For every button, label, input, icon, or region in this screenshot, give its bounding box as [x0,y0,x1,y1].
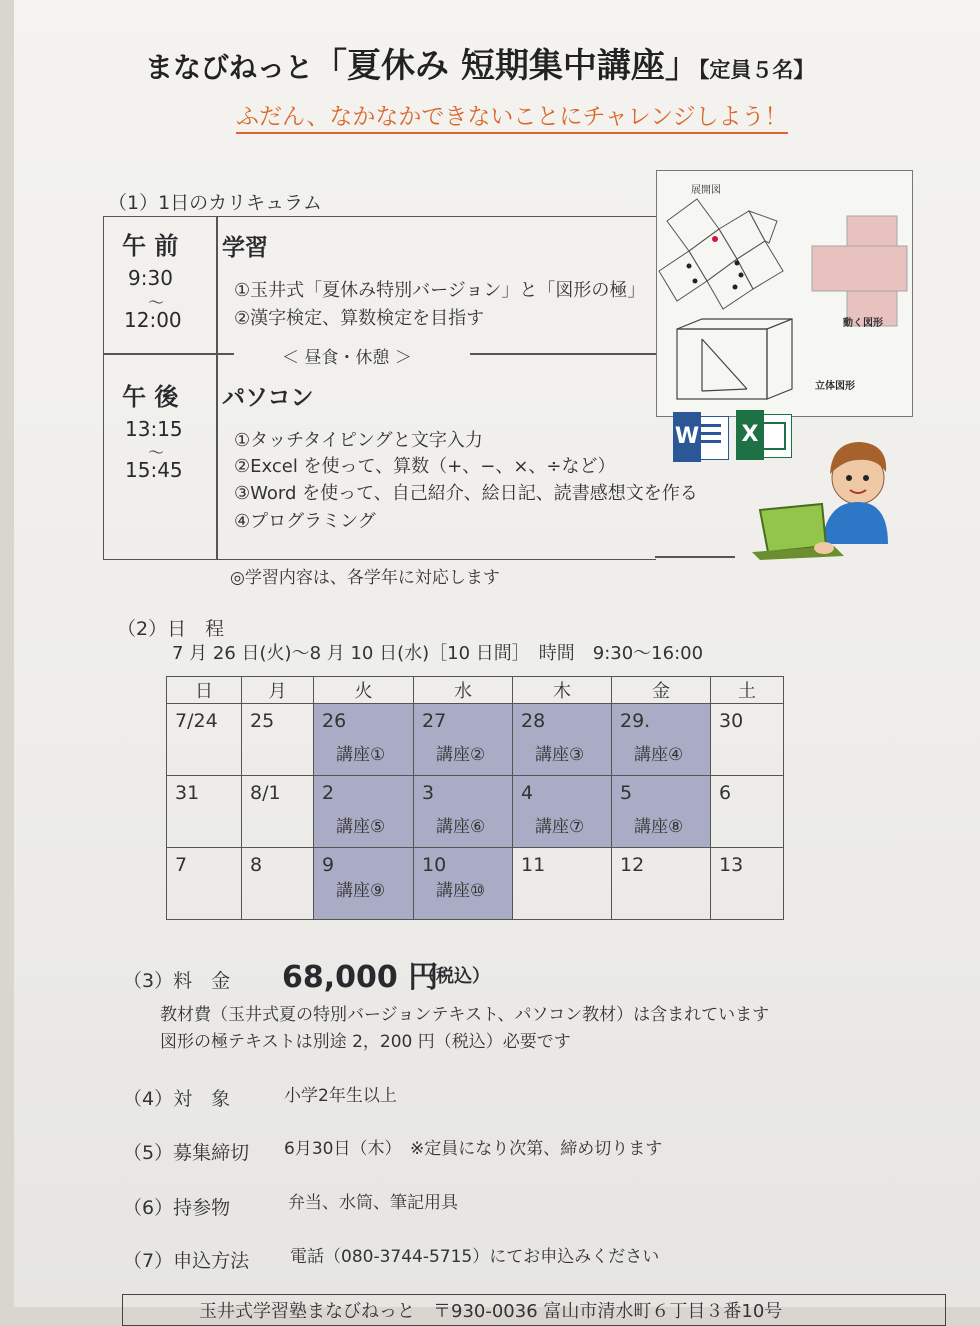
weekday-header: 金 [612,677,711,704]
title-main: 「夏休み 短期集中講座」 [313,46,699,86]
day-number: 13 [719,854,744,876]
curriculum-heading: （1）1日のカリキュラム [108,192,322,214]
capacity-label: 【定員５名】 [698,58,815,82]
day-number: 7 [175,854,188,876]
weekday-header: 水 [414,677,513,704]
day-number: 11 [521,854,546,876]
schedule-period: 7 月 26 日(火)〜8 月 10 日(水)［10 日間］ 時間 9:30〜16:00 [172,643,704,664]
calendar-day-cell [242,776,314,848]
day-number: 5 [620,782,633,804]
calendar-day-cell [711,848,784,920]
calendar-day-cell [711,776,784,848]
day-number: 25 [250,710,275,732]
calendar-course-cell [513,704,612,776]
calendar-week-row [167,848,784,920]
calendar-course-cell [314,776,414,848]
course-label: 講座⑧ [634,817,684,837]
course-label: 講座④ [634,745,684,765]
calendar-week-row [167,704,784,776]
course-label: 講座⑩ [436,881,486,901]
day-number: 29. [620,710,651,732]
target-value: 小学2年生以上 [284,1086,397,1106]
application-value: 電話（080-3744-5715）にてお申込みください [290,1247,660,1267]
calendar-day-cell [242,704,314,776]
day-number: 7/24 [175,710,218,732]
calendar-course-cell [314,848,414,920]
course-label: 講座⑦ [535,817,585,837]
course-label: 講座② [436,745,486,765]
weekday-header: 火 [314,677,414,704]
afternoon-item: ①タッチタイピングと文字入力 [234,430,483,451]
day-number: 26 [322,710,347,732]
row-divider [104,353,234,355]
day-number: 8 [250,854,263,876]
morning-item: ①玉井式「夏休み特別バージョン」と「図形の極」 [234,280,646,301]
calendar-day-cell [513,848,612,920]
afternoon-subject: パソコン [222,385,314,411]
course-label: 講座⑨ [336,881,386,901]
fee-line: 教材費（玉井式夏の特別バージョンテキスト、パソコン教材）は含まれています [160,1005,770,1025]
footer-address: 玉井式学習塾まなびねっと 〒930-0036 富山市清水町６丁目３番10号 [199,1301,783,1322]
calendar-course-cell [414,704,513,776]
fee-amount: 68,000 円 [282,960,439,995]
morning-label: 午 前 [122,232,179,260]
fee-line: 図形の極テキストは別途 2，200 円（税込）必要です [160,1032,571,1052]
footer-contact-box [122,1294,946,1326]
afternoon-start-time: 13:15 [125,417,183,441]
fee-tax-note: （税込） [418,966,490,987]
break-label: ＜ 昼食・休憩 ＞ [282,348,412,368]
weekday-header: 月 [242,677,314,704]
day-number: 3 [422,782,435,804]
morning-start-time: 9:30 [128,266,173,290]
geometry-figure-panel [656,170,913,417]
afternoon-item: ③Word を使って、自己紹介、絵日記、読書感想文を作る [234,483,698,504]
target-heading: （4）対 象 [123,1088,231,1110]
table-bottom-extension [655,556,735,558]
application-heading: （7）申込方法 [123,1250,250,1272]
geometry-illustration [657,171,912,416]
word-icon: W [673,412,728,462]
column-divider [216,217,218,559]
course-label: 講座⑥ [436,817,486,837]
morning-subject: 学習 [222,235,268,261]
calendar-course-cell [612,776,711,848]
morning-item: ②漢字検定、算数検定を目指す [234,308,485,329]
day-number: 28 [521,710,546,732]
weekday-header-row [167,677,784,704]
excel-icon: X [736,410,792,460]
day-number: 4 [521,782,534,804]
fee-heading: （3）料 金 [123,970,231,992]
calendar-day-cell [167,704,242,776]
morning-end-time: 12:00 [124,308,182,332]
afternoon-tilde: 〜 [148,443,165,462]
weekday-header: 日 [167,677,242,704]
day-number: 30 [719,710,744,732]
afternoon-item: ②Excel を使って、算数（+、−、×、÷など） [234,456,616,477]
calendar-week-row [167,776,784,848]
red-dot [712,236,718,242]
course-label: 講座③ [535,745,585,765]
course-label: 講座⑤ [336,817,386,837]
calendar-day-cell [711,704,784,776]
day-number: 9 [322,854,335,876]
curriculum-note: ◎学習内容は、各学年に対応します [230,568,500,588]
schedule-heading: （2）日 程 [117,618,225,640]
afternoon-label: 午 後 [122,383,179,411]
day-number: 6 [719,782,732,804]
calendar-course-cell [414,848,513,920]
page-title [145,38,814,87]
deadline-heading: （5）募集締切 [123,1142,250,1164]
day-number: 27 [422,710,447,732]
day-number: 31 [175,782,200,804]
day-number: 2 [322,782,335,804]
title-prefix: まなびねっと [145,51,314,84]
weekday-header: 木 [513,677,612,704]
belongings-heading: （6）持参物 [123,1197,231,1219]
net-label: 展開図 [691,185,721,196]
afternoon-end-time: 15:45 [125,458,183,482]
weekday-header: 土 [711,677,784,704]
calendar-course-cell [513,776,612,848]
calendar-course-cell [414,776,513,848]
day-number: 12 [620,854,645,876]
calendar-day-cell [167,776,242,848]
morning-tilde: 〜 [148,293,165,312]
calendar-course-cell [314,704,414,776]
calendar-course-cell [612,704,711,776]
moving-figure-label: 動く図形 [843,318,883,329]
schedule-calendar [166,676,784,920]
calendar-day-cell [167,848,242,920]
calendar-day-cell [612,848,711,920]
boy-with-laptop-illustration [748,418,898,568]
course-label: 講座① [336,745,386,765]
curriculum-table [103,216,656,560]
day-number: 8/1 [250,782,281,804]
afternoon-item: ④プログラミング [234,511,376,532]
deadline-value: 6月30日（木） ※定員になり次第、締め切ります [284,1139,663,1159]
solid-figure-label: 立体図形 [815,381,855,392]
row-divider [470,353,656,355]
belongings-value: 弁当、水筒、筆記用具 [288,1193,458,1213]
subtitle: ふだん、なかなかできないことにチャレンジしよう！ [236,98,788,134]
calendar-day-cell [242,848,314,920]
day-number: 10 [422,854,447,876]
